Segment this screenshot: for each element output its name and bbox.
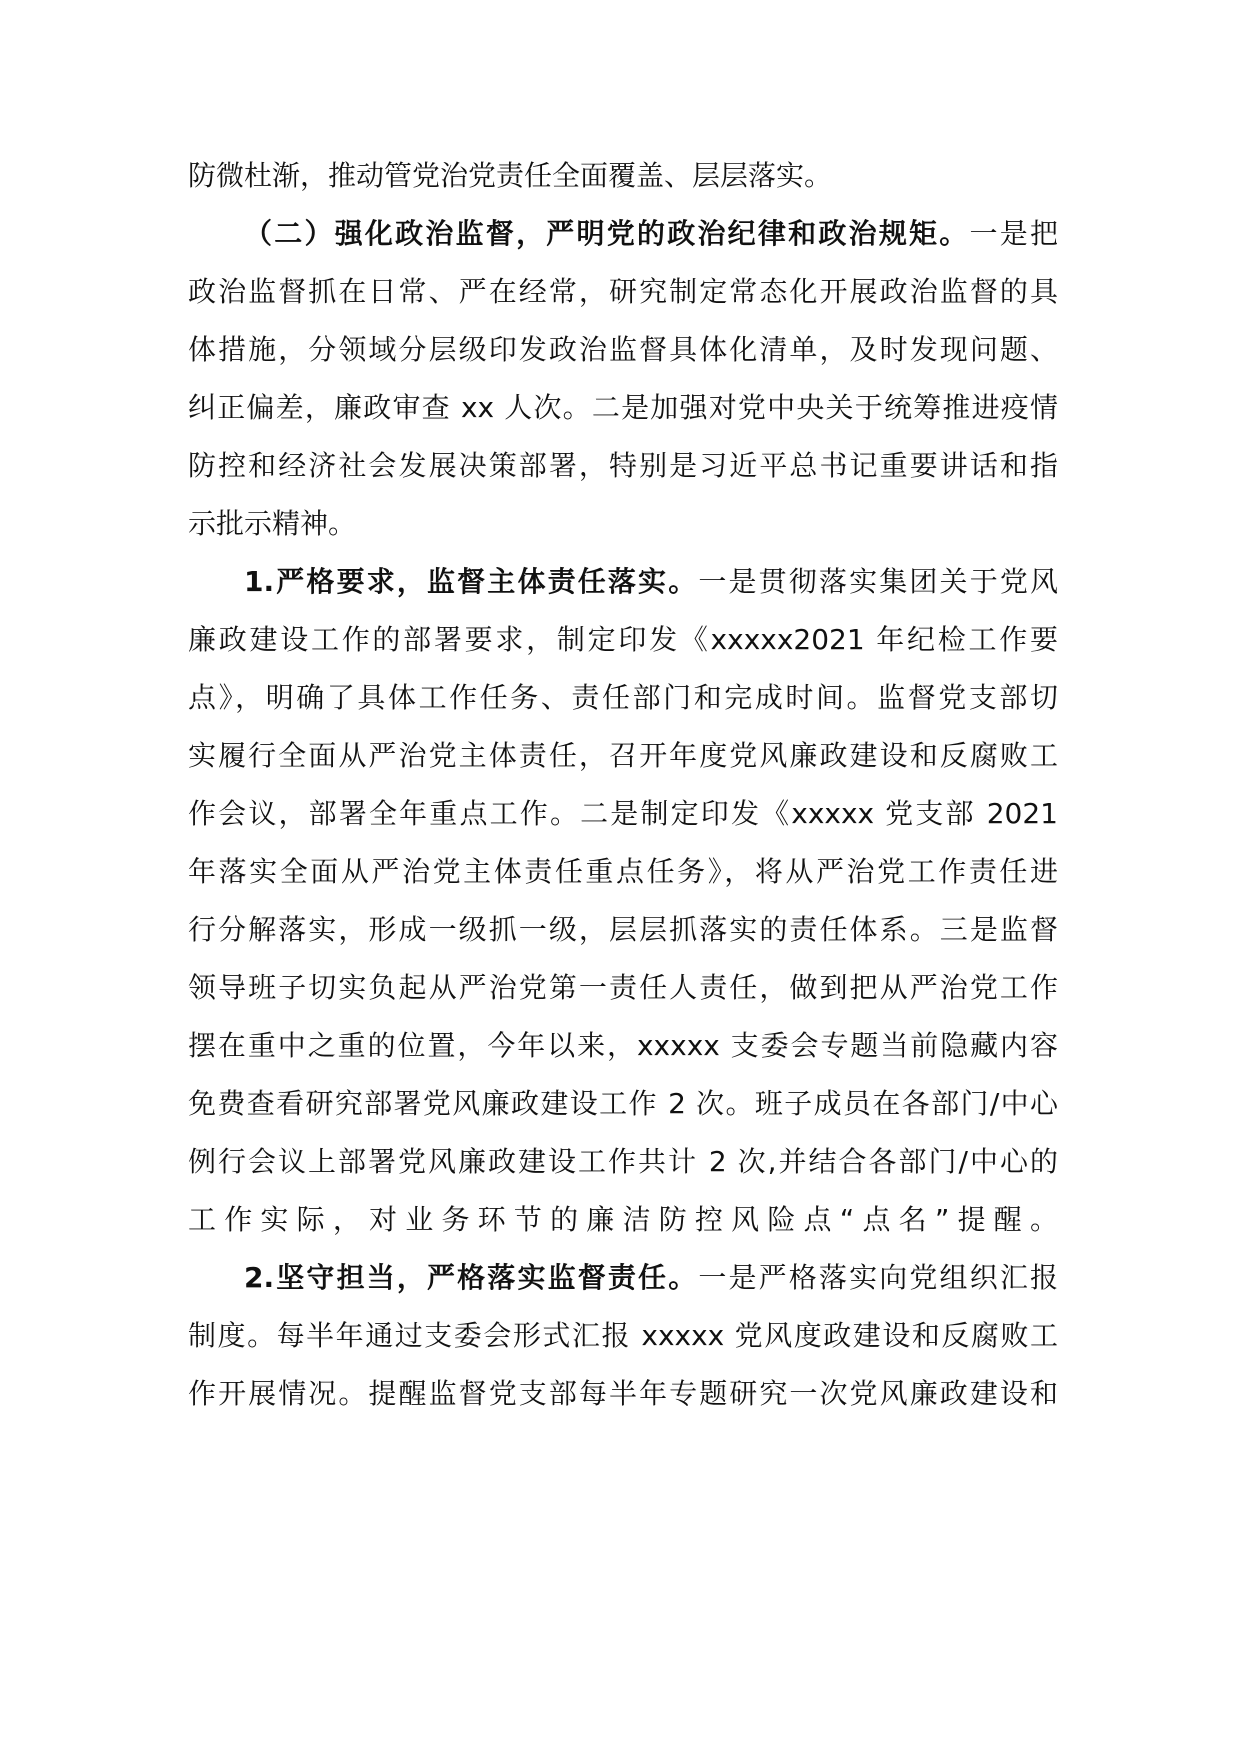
body-text-line: 纠正偏差，廉政审查 xx 人次。二是加强对党中央关于统筹推进疫情	[188, 391, 1058, 424]
body-text-line: 防控和经济社会发展决策部署，特别是习近平总书记重要讲话和指	[188, 449, 1058, 482]
paragraph-first-line	[244, 1253, 1058, 1303]
body-text-line: 实履行全面从严治党主体责任，召开年度党风廉政建设和反腐败工	[188, 739, 1058, 772]
body-text-line: 行分解落实，形成一级抓一级，层层抓落实的责任体系。三是监督	[188, 913, 1058, 946]
body-text-line: 作会议，部署全年重点工作。二是制定印发《xxxxx 党支部 2021	[188, 797, 1058, 830]
body-text-line: 示批示精神。	[188, 507, 357, 540]
body-text-line: 年落实全面从严治党主体责任重点任务》，将从严治党工作责任进	[188, 855, 1058, 888]
body-text-line: 点》，明确了具体工作任务、责任部门和完成时间。监督党支部切	[188, 681, 1058, 714]
body-text-line: 领导班子切实负起从严治党第一责任人责任，做到把从严治党工作	[188, 971, 1058, 1004]
body-text-line: 免费查看研究部署党风廉政建设工作 2 次。班子成员在各部门/中心	[188, 1087, 1058, 1120]
body-text-line: 摆在重中之重的位置，今年以来，xxxxx 支委会专题当前隐藏内容	[188, 1029, 1058, 1062]
body-text-line: 工作实际，对业务环节的廉洁防控风险点“点名”提醒。	[188, 1203, 1058, 1236]
body-text: 一是贯彻落实集团关于党风	[698, 565, 1058, 598]
body-text-line: 廉政建设工作的部署要求，制定印发《xxxxx2021 年纪检工作要	[188, 623, 1058, 656]
body-text-line: 作开展情况。提醒监督党支部每半年专题研究一次党风廉政建设和	[188, 1377, 1058, 1410]
body-text-line: 例行会议上部署党风廉政建设工作共计 2 次,并结合各部门/中心的	[188, 1145, 1058, 1178]
body-text-line: 体措施，分领域分层级印发政治监督具体化清单，及时发现问题、	[188, 333, 1058, 366]
section-heading: 1.严格要求，监督主体责任落实。	[244, 565, 699, 598]
paragraph-first-line	[244, 557, 1058, 607]
paragraph-first-line	[244, 209, 1058, 259]
body-text: 一是严格落实向党组织汇报	[698, 1261, 1058, 1294]
body-text-line: 防微杜渐，推动管党治党责任全面覆盖、层层落实。	[188, 159, 833, 192]
body-text-line: 政治监督抓在日常、严在经常，研究制定常态化开展政治监督的具	[188, 275, 1058, 308]
body-text: 一是把	[969, 217, 1058, 250]
section-heading: 2.坚守担当，严格落实监督责任。	[244, 1261, 699, 1294]
section-heading: （二）强化政治监督，严明党的政治纪律和政治规矩。	[244, 217, 970, 250]
body-text-line: 制度。每半年通过支委会形式汇报 xxxxx 党风度政建设和反腐败工	[188, 1319, 1058, 1352]
